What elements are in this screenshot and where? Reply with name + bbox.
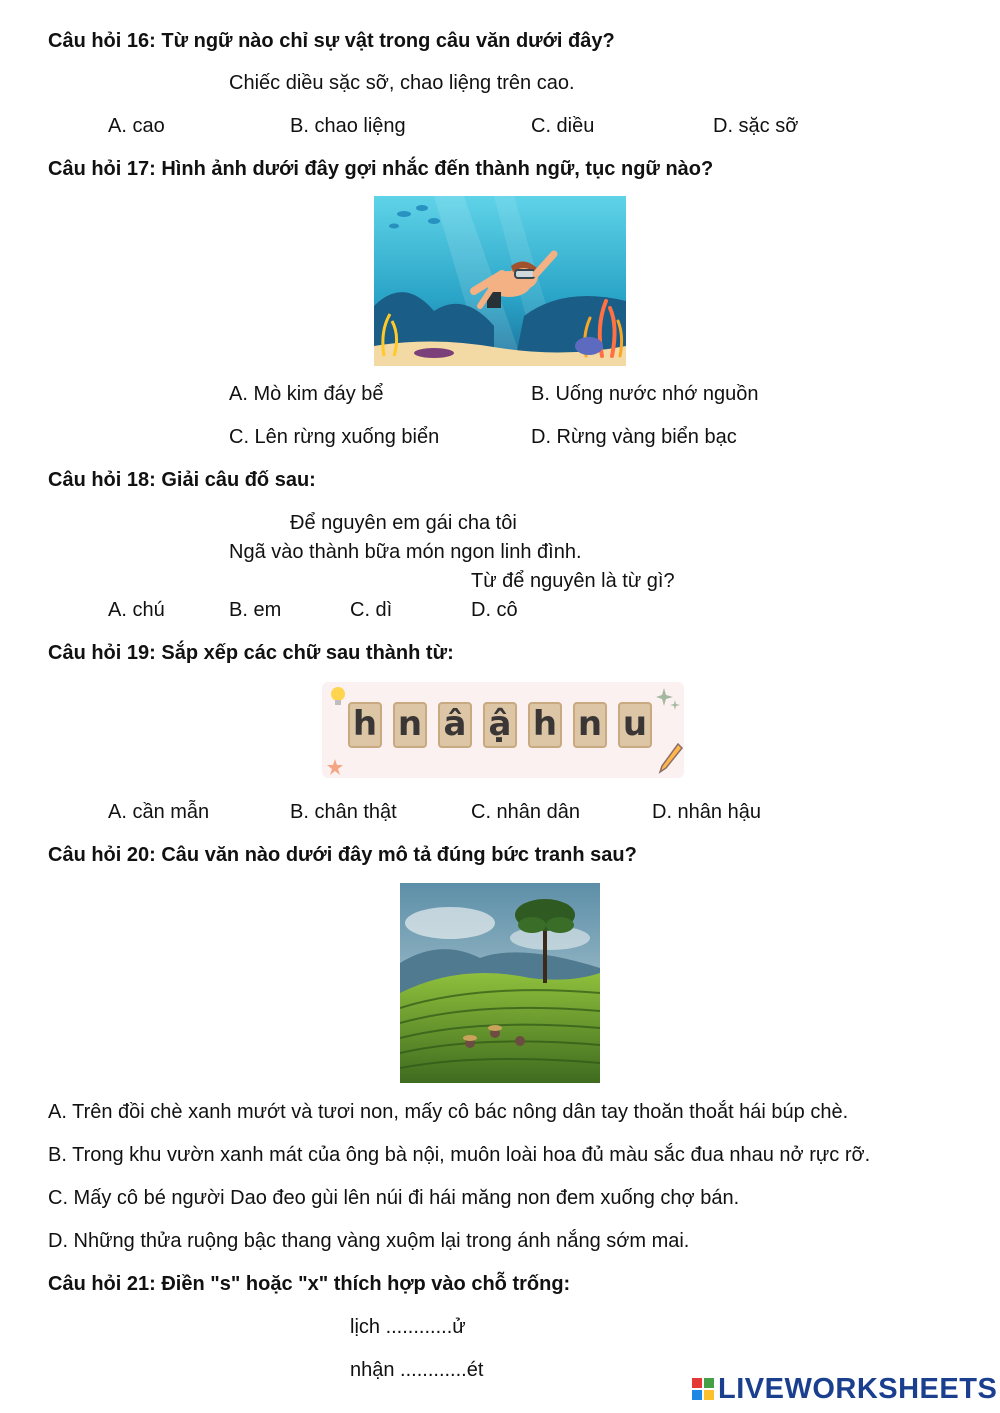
letter-tiles-panel xyxy=(322,682,684,778)
letter-tile: n xyxy=(573,702,607,748)
question-16-option-a[interactable]: A. cao xyxy=(108,115,165,137)
question-17-option-a[interactable]: A. Mò kim đáy bể xyxy=(229,383,384,405)
riddle-line-2: Ngã vào thành bữa món ngon linh đình. xyxy=(229,541,582,563)
question-20-option-a[interactable]: A. Trên đồi chè xanh mướt và tươi non, mấy cô bác nông dân tay thoăn thoắt hái búp chè. xyxy=(48,1101,849,1123)
question-20-option-b[interactable]: B. Trong khu vườn xanh mát của ông bà nội, muôn loài hoa đủ màu sắc đua nhau nở rực rỡ. xyxy=(48,1144,871,1166)
star-icon xyxy=(326,758,344,776)
question-16-title: Câu hỏi 16: Từ ngữ nào chỉ sự vật trong câu văn dưới đây? xyxy=(48,30,615,52)
letter-tile: h xyxy=(528,702,562,748)
fill-blank-1[interactable]: lịch ............ử xyxy=(350,1316,466,1338)
letter-tile: h xyxy=(348,702,382,748)
letter-tile: n xyxy=(393,702,427,748)
logo-text: LIVEWORKSHEETS xyxy=(718,1373,998,1405)
question-18-option-a[interactable]: A. chú xyxy=(108,599,165,621)
question-16-option-c[interactable]: C. diều xyxy=(531,115,595,137)
question-19-option-c[interactable]: C. nhân dân xyxy=(471,801,580,823)
question-17-option-b[interactable]: B. Uống nước nhớ nguồn xyxy=(531,383,759,405)
fill-blank-2[interactable]: nhận ............ét xyxy=(350,1359,484,1381)
question-19-option-b[interactable]: B. chân thật xyxy=(290,801,397,823)
underwater-diver-image xyxy=(374,196,626,366)
logo-mark-icon xyxy=(692,1378,714,1400)
question-19-title: Câu hỏi 19: Sắp xếp các chữ sau thành từ: xyxy=(48,642,454,664)
letter-tile: u xyxy=(618,702,652,748)
question-18-option-c[interactable]: C. dì xyxy=(350,599,393,621)
question-20-option-c[interactable]: C. Mấy cô bé người Dao đeo gùi lên núi đi hái măng non đem xuống chợ bán. xyxy=(48,1187,740,1209)
lightbulb-icon xyxy=(326,684,350,708)
question-17-title: Câu hỏi 17: Hình ảnh dưới đây gợi nhắc đến thành ngữ, tục ngữ nào? xyxy=(48,158,714,180)
question-19-option-d[interactable]: D. nhân hậu xyxy=(652,801,761,823)
riddle-question: Từ để nguyên là từ gì? xyxy=(471,570,675,592)
question-21-title: Câu hỏi 21: Điền "s" hoặc "x" thích hợp vào chỗ trống: xyxy=(48,1273,571,1295)
question-16-option-b[interactable]: B. chao liệng xyxy=(290,115,406,137)
tea-hill-image xyxy=(400,883,600,1083)
question-18-title: Câu hỏi 18: Giải câu đố sau: xyxy=(48,469,316,491)
pencil-icon xyxy=(656,742,684,776)
riddle-line-1: Để nguyên em gái cha tôi xyxy=(290,512,517,534)
question-20-option-d[interactable]: D. Những thửa ruộng bậc thang vàng xuộm lại trong ánh nắng sớm mai. xyxy=(48,1230,690,1252)
letter-tile: ậ xyxy=(483,702,517,748)
question-18-option-d[interactable]: D. cô xyxy=(471,599,518,621)
question-16-option-d[interactable]: D. sặc sỡ xyxy=(713,115,799,137)
question-18-option-b[interactable]: B. em xyxy=(229,599,282,621)
question-20-title: Câu hỏi 20: Câu văn nào dưới đây mô tả đúng bức tranh sau? xyxy=(48,844,637,866)
question-19-option-a[interactable]: A. cần mẫn xyxy=(108,801,210,823)
sparkle-icon xyxy=(656,686,680,712)
question-17-option-d[interactable]: D. Rừng vàng biển bạc xyxy=(531,426,737,448)
question-16-sentence: Chiếc diều sặc sỡ, chao liệng trên cao. xyxy=(229,72,575,94)
letter-tile: â xyxy=(438,702,472,748)
question-17-option-c[interactable]: C. Lên rừng xuống biển xyxy=(229,426,440,448)
